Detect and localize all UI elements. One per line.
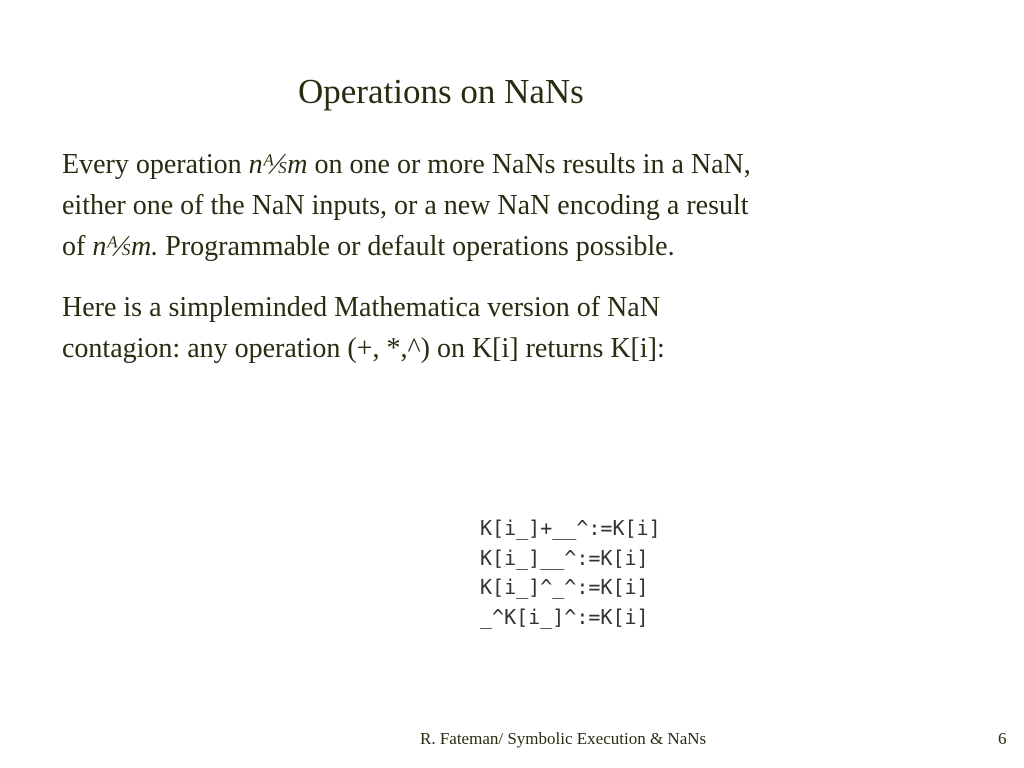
text-span: Every operation: [62, 149, 249, 180]
variable-m: m.: [131, 231, 159, 262]
text-span: of: [62, 231, 93, 262]
text-span: Programmable or default operations possible.: [158, 231, 675, 262]
paragraph-line: either one of the NaN inputs, or a new NaN encoding a result: [62, 190, 749, 221]
paragraph-line: contagion: any operation (+, *,^) on K[i] returns K[i]:: [62, 333, 665, 364]
variable-n: n: [248, 149, 263, 180]
code-line: _^K[i_]^:=K[i]: [480, 604, 649, 629]
code-line: K[i_]^_^:=K[i]: [480, 575, 649, 599]
code-line: K[i_]__^:=K[i]: [480, 545, 649, 570]
paragraph-operations: [62, 144, 942, 267]
paragraph-line: Here is a simpleminded Mathematica version of NaN: [62, 292, 660, 323]
operator-symbol: ⅍: [262, 149, 288, 180]
operator-symbol: ⅍: [106, 231, 132, 262]
variable-m: m: [287, 149, 308, 180]
page-number: 6: [998, 729, 1007, 748]
paragraph-line: [62, 144, 942, 185]
code-line: K[i_]+__^:=K[i]: [480, 516, 661, 540]
code-block: [480, 514, 661, 632]
paragraph-mathematica: [62, 287, 942, 369]
paragraph-line: [62, 226, 942, 267]
slide-footer: R. Fateman/ Symbolic Execution & NaNs: [420, 729, 707, 748]
slide-title: Operations on NaNs: [298, 72, 584, 111]
variable-n: n: [92, 231, 107, 262]
text-span: on one or more NaNs results in a NaN,: [307, 149, 751, 180]
